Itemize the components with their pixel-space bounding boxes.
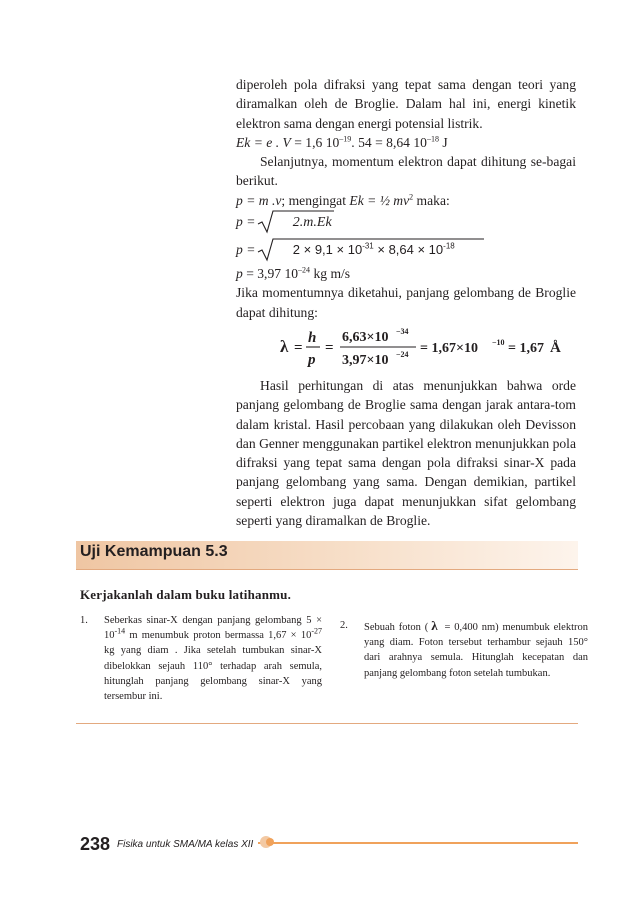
eq-h: h xyxy=(308,329,317,346)
eq-p-def-b: ; mengingat xyxy=(281,192,350,208)
eq-denominator-exp: −24 xyxy=(396,349,409,359)
exercise-1-text xyxy=(104,613,322,704)
eq-ek-rest: . 54 = 8,64 10 xyxy=(351,134,427,150)
eq-root2-lhs: p = xyxy=(236,242,256,258)
paragraph-momentum: Selanjutnya, momentum elektron dapat dihitung se-bagai berikut. xyxy=(236,154,576,189)
exercise-2-text xyxy=(364,618,588,681)
equation-root-symbolic xyxy=(236,212,576,236)
paragraph-wavelength-intro: Jika momentumnya diketahui, panjang gelombang de Broglie dapat dihitung: xyxy=(236,285,576,320)
eq-p-def-d: maka: xyxy=(413,192,450,208)
eq-equals-2: = xyxy=(325,339,334,356)
eq-p-val-exp: –24 xyxy=(298,265,311,275)
exercise-2-number: 2. xyxy=(340,620,348,631)
eq-result-decimal: = 1,67 xyxy=(508,340,544,356)
exercise-2-lambda-symbol: λ xyxy=(431,618,438,633)
eq-ek-mid: = 1,6 10 xyxy=(290,134,340,150)
eq-p-val-lhs: p xyxy=(236,266,243,282)
paragraph-conclusion: Hasil perhitungan di atas menunjukkan bahwa orde panjang gelombang de Broglie sama dengan jarak antara-tom dalam kristal. Hasil percobaan yang dilakukan oleh Devisson dan Genner menggunakan partikel elektron menunjukkan pola difraksi yang tepat sama dengan pola difraksi sinar-X pada panjang gelombang yang sama. Dengan demikian, partikel seperti elektron juga dapat menunjukkan sifat gelombang seperti yang diramalkan de Broglie. xyxy=(236,377,576,529)
exercise-2-part-b: = 0,400 nm) menumbuk elektron yang diam. Foton tersebut terhambur sejauh 150° dari arahnya semula. Hitunglah kecepatan dan panjang gelombang foton setelah tumbukan. xyxy=(364,622,588,679)
section-title: Uji Kemampuan 5.3 xyxy=(80,543,228,560)
eq-root2-exp1: -31 xyxy=(362,241,374,251)
exercise-instruction: Kerjakanlah dalam buku latihanmu. xyxy=(80,587,292,602)
exercise-1-number: 1. xyxy=(80,615,88,626)
eq-root2-part1: 2 × 9,1 × 10 xyxy=(292,242,363,258)
eq-root2-part2: × 8,64 × 10 xyxy=(373,242,444,258)
main-text-column xyxy=(236,75,576,530)
lambda-equation-svg xyxy=(250,324,576,370)
eq-p-val-unit: kg m/s xyxy=(310,266,351,282)
exercise-2-part-a: Sebuah foton ( xyxy=(364,622,429,633)
sqrt-symbol-2 xyxy=(256,238,486,262)
equation-momentum-value xyxy=(236,264,576,283)
footer-ornament-inner xyxy=(266,838,274,846)
eq-p-def-a: p = m .v xyxy=(236,192,282,208)
eq-result-unit-angstrom: Å xyxy=(550,339,561,356)
eq-ek-unit: J xyxy=(438,134,448,150)
footer-book-title: Fisika untuk SMA/MA kelas XII xyxy=(117,839,254,850)
eq-equals-1: = xyxy=(294,339,303,356)
root-line-2 xyxy=(236,240,455,259)
exercise-1-exp-2: -27 xyxy=(311,626,322,636)
root-line-1 xyxy=(236,212,332,231)
page-number: 238 xyxy=(80,834,111,854)
eq-numerator-exp: −34 xyxy=(396,326,409,336)
eq-result-scientific: = 1,67×10 xyxy=(420,340,478,356)
eq-numerator: 6,63×10 xyxy=(342,329,389,345)
equation-de-broglie-wavelength xyxy=(236,324,576,368)
eq-ek-exp2: –18 xyxy=(426,134,439,144)
sqrt-symbol-1 xyxy=(256,210,336,234)
eq-ek-lhs: Ek = e . V xyxy=(236,134,291,150)
exercise-1-exp-1: -14 xyxy=(114,626,126,636)
exercise-1-part-c: kg yang diam . Jika setelah tumbukan sinar-X dibelokkan sejauh 110° terhadap arah semula, hitunglah panjang gelombang sinar-X yang tersembur ini. xyxy=(104,645,322,703)
paragraph-intro: diperoleh pola difraksi yang tepat sama dengan teori yang diramalkan oleh de Broglie. Dalam hal ini, energi kinetik elektron sama dengan energi potensial listrik. xyxy=(236,77,576,131)
eq-p-def-c: Ek = ½ mv xyxy=(349,192,410,208)
eq-lambda-symbol: λ xyxy=(280,336,289,356)
eq-ek-exp1: –19 xyxy=(339,134,352,144)
eq-result-exp: −10 xyxy=(492,337,505,347)
eq-root1-lhs: p = xyxy=(236,214,256,230)
eq-p: p xyxy=(308,351,316,368)
section-bottom-rule xyxy=(76,723,578,724)
eq-root2-exp2: -18 xyxy=(443,241,455,251)
eq-root1-radicand: 2.m.Ek xyxy=(292,215,332,231)
eq-p-def-exp: 2 xyxy=(409,192,414,202)
section-banner-underline xyxy=(76,569,578,570)
equation-kinetic-energy xyxy=(236,133,576,152)
equation-root-numeric xyxy=(236,240,576,264)
equation-momentum-definition xyxy=(236,191,576,210)
exercise-1-part-b: m menumbuk proton bermassa 1,67 × 10 xyxy=(125,630,312,642)
eq-p-val-rhs: = 3,97 10 xyxy=(242,266,299,282)
exercise-1-part-a: Seberkas sinar-X dengan panjang gelombang 5 × 10 xyxy=(104,615,322,642)
footer-rule xyxy=(258,842,578,844)
eq-denominator: 3,97×10 xyxy=(342,352,389,368)
